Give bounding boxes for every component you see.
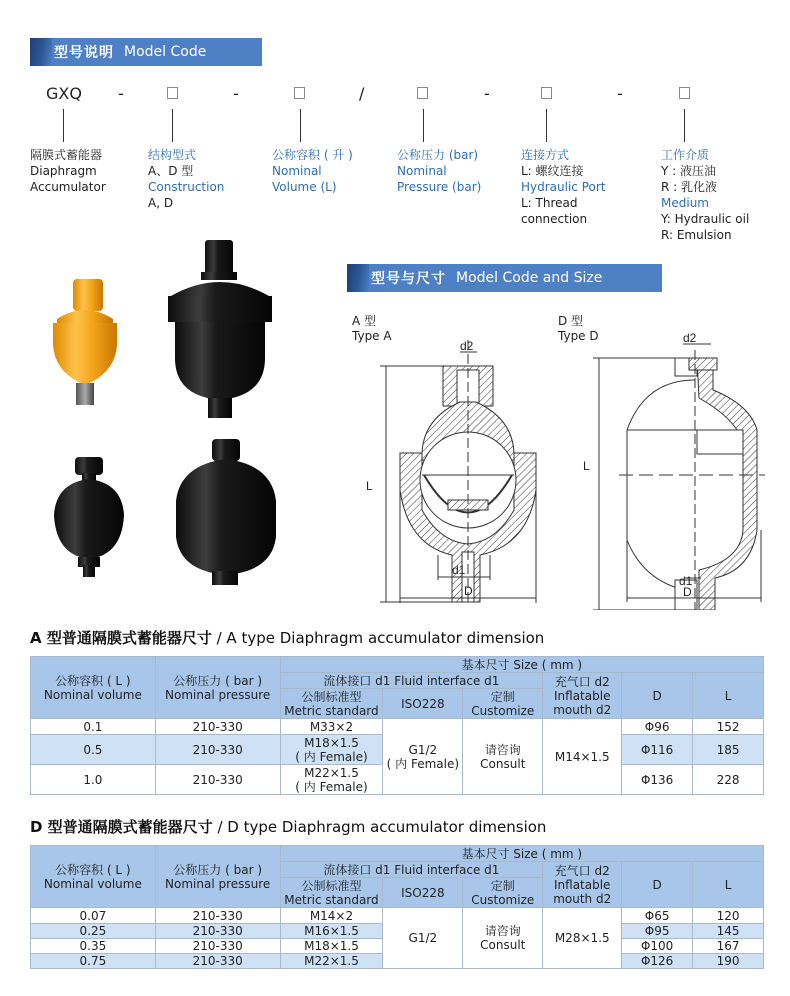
banner-title-en: Model Code and Size xyxy=(456,270,603,286)
leader-line xyxy=(300,109,301,142)
code-separator: - xyxy=(617,84,623,103)
type-d-label-en: Type D xyxy=(558,329,599,343)
type-d-label-cn: D 型 xyxy=(558,314,584,328)
desc-label-cn: 连接方式 xyxy=(521,148,570,162)
table-row: 0.5 210-330 M18×1.5 ( 内 Female) Φ116 185 xyxy=(31,735,764,765)
desc-label-cn: 隔膜式蓄能器 xyxy=(30,148,103,162)
product-photo-orange-accumulator xyxy=(45,275,125,410)
table-a-title-en: / A type Diaphragm accumulator dimension xyxy=(211,629,545,647)
dim-D: D xyxy=(464,584,473,598)
header-D: D xyxy=(622,862,693,908)
table-row: 0.75 210-330 M22×1.5 Φ126 190 xyxy=(31,954,764,969)
header-nominal-pressure: 公称压力 ( bar ) Nominal pressure xyxy=(155,657,280,719)
table-a-title xyxy=(30,627,544,648)
header-L: L xyxy=(693,673,764,719)
code-prefix: GXQ xyxy=(46,84,82,103)
desc-label-en: Hydraulic Port xyxy=(521,180,606,194)
code-separator: - xyxy=(233,84,239,103)
desc-label-en: Pressure (bar) xyxy=(397,180,482,194)
table-d-title xyxy=(30,816,546,837)
table-row: 1.0 210-330 M22×1.5 ( 内 Female) Φ136 228 xyxy=(31,765,764,795)
type-d-section-drawing xyxy=(565,330,765,610)
desc-value-en: L: Thread xyxy=(521,196,578,210)
table-row: 0.35 210-330 M18×1.5 Φ100 167 xyxy=(31,939,764,954)
leader-line xyxy=(423,109,424,142)
header-customize: 定制 Customize xyxy=(463,878,543,908)
leader-line xyxy=(546,109,547,142)
desc-value-en: A, D xyxy=(148,196,174,210)
table-d-title-en: / D type Diaphragm accumulator dimension xyxy=(212,818,547,836)
inflatable-merged-cell: M14×1.5 xyxy=(543,719,622,795)
header-metric: 公制标准型 Metric standard xyxy=(280,689,383,719)
code-desc-medium xyxy=(661,147,749,243)
product-photo-black-accumulator-round xyxy=(174,437,278,587)
code-placeholder-box xyxy=(167,87,178,99)
desc-value-en: R: Emulsion xyxy=(661,228,732,242)
code-desc-pressure xyxy=(397,147,481,195)
desc-value-en: Y: Hydraulic oil xyxy=(661,212,750,226)
code-desc-volume xyxy=(272,147,353,195)
product-photo-black-accumulator-small xyxy=(52,455,126,580)
desc-label-cn: 公称压力 (bar) xyxy=(397,148,479,162)
code-desc-type xyxy=(30,147,106,195)
code-separator: - xyxy=(484,84,490,103)
desc-label-cn: 结构型式 xyxy=(148,148,197,162)
model-size-banner xyxy=(347,264,662,292)
type-a-label-en: Type A xyxy=(352,329,392,343)
header-nominal-volume: 公称容积 ( L ) Nominal volume xyxy=(31,846,156,908)
iso228-merged-cell: G1/2 ( 内 Female) xyxy=(383,719,463,795)
dim-d2: d2 xyxy=(683,331,697,345)
header-nominal-volume: 公称容积 ( L ) Nominal volume xyxy=(31,657,156,719)
code-separator: - xyxy=(118,84,124,103)
banner-title-en: Model Code xyxy=(124,44,207,60)
header-size: 基本尺寸 Size ( mm ) xyxy=(280,657,763,673)
desc-label-en: Construction xyxy=(148,180,225,194)
header-L: L xyxy=(693,862,764,908)
banner-title-cn: 型号与尺寸 xyxy=(371,271,446,287)
code-placeholder-box xyxy=(679,87,690,99)
code-separator: / xyxy=(359,84,365,103)
leader-line xyxy=(684,109,685,142)
type-a-label-cn: A 型 xyxy=(352,314,377,328)
code-desc-construction xyxy=(148,147,224,211)
table-d-title-cn: D 型普通隔膜式蓄能器尺寸 xyxy=(30,818,213,836)
header-size: 基本尺寸 Size ( mm ) xyxy=(280,846,763,862)
table-row: 0.1 210-330 M33×2 G1/2 ( 内 Female) 请咨询 Consult M14×1.5 Φ96 152 xyxy=(31,719,764,735)
desc-label-en: Nominal xyxy=(397,164,447,178)
iso228-merged-cell: G1/2 xyxy=(383,908,463,969)
leader-line xyxy=(172,109,173,142)
desc-label-en: Medium xyxy=(661,196,709,210)
dim-L: L xyxy=(366,479,373,493)
dim-L: L xyxy=(583,459,590,473)
desc-line: Accumulator xyxy=(30,180,106,194)
table-a-title-cn: A 型普通隔膜式蓄能器尺寸 xyxy=(30,629,212,647)
customize-merged-cell: 请咨询 Consult xyxy=(463,908,543,969)
code-placeholder-box xyxy=(417,87,428,99)
leader-line xyxy=(63,109,64,142)
dim-D: D xyxy=(683,585,692,599)
desc-line: Diaphragm xyxy=(30,164,97,178)
dim-d1: d1 xyxy=(452,563,466,577)
desc-value-en: connection xyxy=(521,212,588,226)
header-inflatable-mouth: 充气口 d2 Inflatable mouth d2 xyxy=(543,862,622,908)
dim-d2: d2 xyxy=(460,339,474,353)
type-a-section-drawing xyxy=(360,330,550,610)
product-photo-black-accumulator-large xyxy=(165,238,275,420)
table-d-dimensions xyxy=(30,845,764,969)
model-code-banner xyxy=(30,38,262,66)
inflatable-merged-cell: M28×1.5 xyxy=(543,908,622,969)
header-iso228: ISO228 xyxy=(383,878,463,908)
desc-value-cn: L: 螺纹连接 xyxy=(521,164,584,178)
desc-value-cn: A、D 型 xyxy=(148,164,194,178)
banner-title-cn: 型号说明 xyxy=(54,45,114,61)
header-fluid-interface: 流体接口 d1 Fluid interface d1 xyxy=(280,673,543,689)
header-D: D xyxy=(622,673,693,719)
desc-label-cn: 工作介质 xyxy=(661,148,710,162)
header-customize: 定制 Customize xyxy=(463,689,543,719)
code-placeholder-box xyxy=(294,87,305,99)
code-desc-port xyxy=(521,147,606,227)
header-iso228: ISO228 xyxy=(383,689,463,719)
desc-value-cn: R : 乳化液 xyxy=(661,180,718,194)
header-inflatable-mouth: 充气口 d2 Inflatable mouth d2 xyxy=(543,673,622,719)
header-fluid-interface: 流体接口 d1 Fluid interface d1 xyxy=(280,862,543,878)
table-row: 0.25 210-330 M16×1.5 Φ95 145 xyxy=(31,924,764,939)
header-metric: 公制标准型 Metric standard xyxy=(280,878,383,908)
desc-label-en: Volume (L) xyxy=(272,180,337,194)
desc-label-cn: 公称容积 ( 升 ) xyxy=(272,148,353,162)
customize-merged-cell: 请咨询 Consult xyxy=(463,719,543,795)
table-a-dimensions xyxy=(30,656,764,795)
table-row: 0.07 210-330 M14×2 G1/2 请咨询 Consult M28×1.5 Φ65 120 xyxy=(31,908,764,924)
desc-label-en: Nominal xyxy=(272,164,322,178)
code-placeholder-box xyxy=(541,87,552,99)
header-nominal-pressure: 公称压力 ( bar ) Nominal pressure xyxy=(155,846,280,908)
desc-value-cn: Y : 液压油 xyxy=(661,164,717,178)
dim-d1: d1 xyxy=(679,574,693,588)
